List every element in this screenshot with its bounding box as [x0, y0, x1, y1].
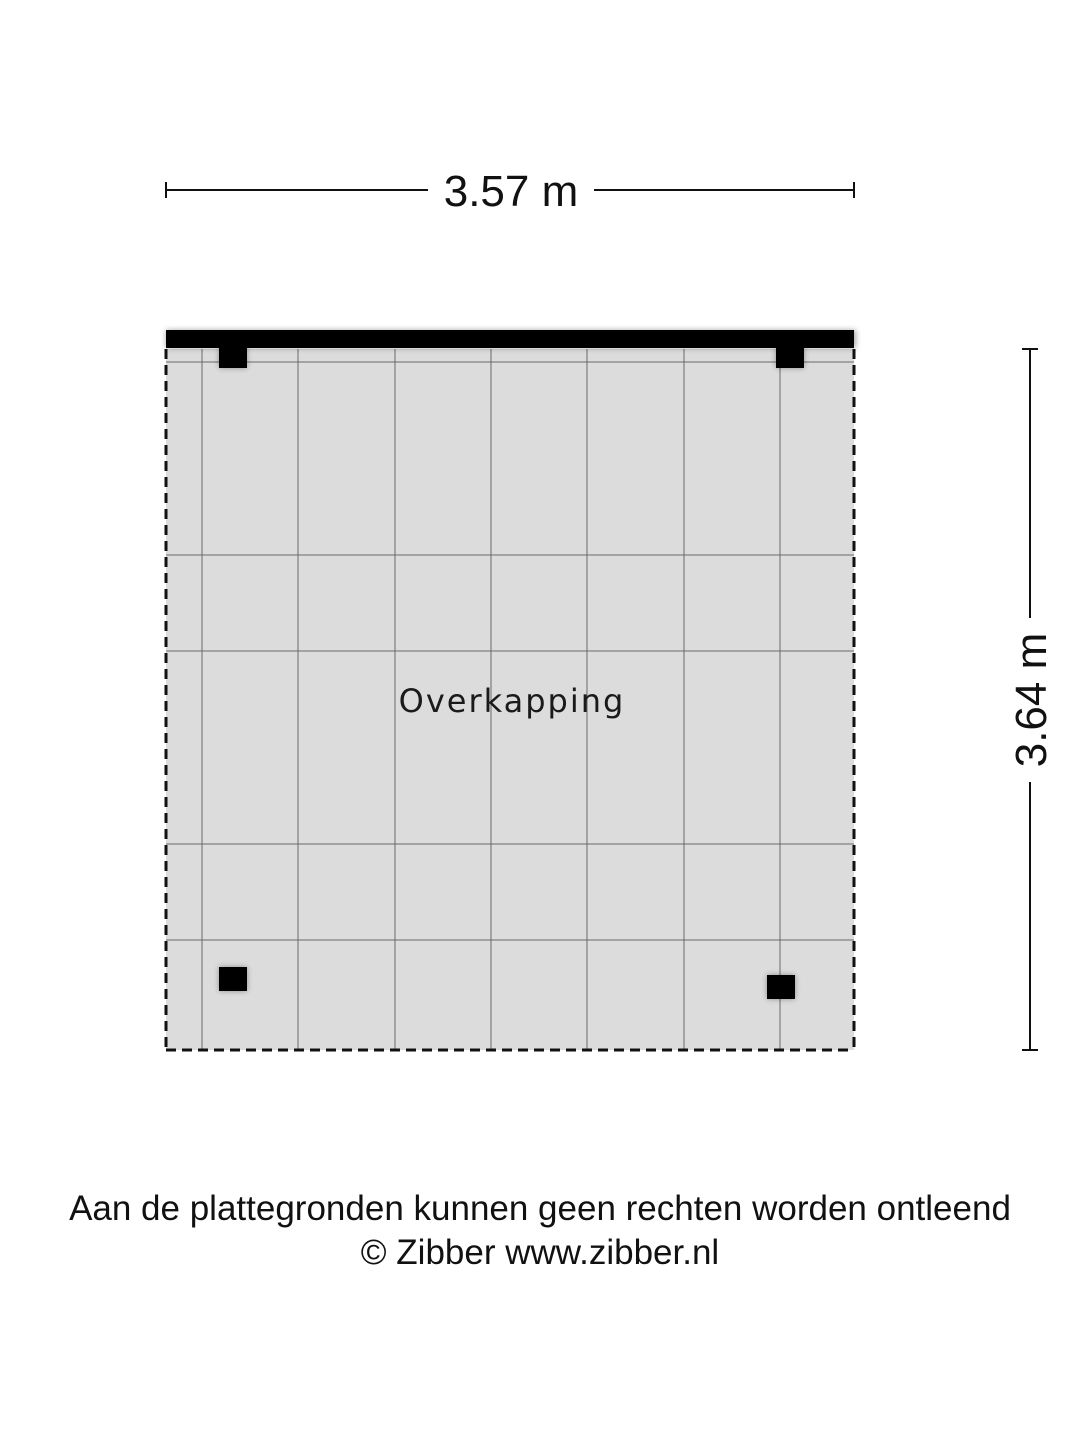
room-label: Overkapping — [398, 682, 626, 720]
height-label: 3.64 m — [1007, 632, 1056, 768]
post-top-right — [776, 346, 804, 368]
width-label: 3.57 m — [443, 167, 579, 216]
post-bottom-right — [767, 975, 795, 999]
height-dimension — [1007, 349, 1056, 1050]
post-top-left — [219, 346, 247, 368]
copyright-text: © Zibber www.zibber.nl — [360, 1233, 720, 1272]
post-bottom-left — [219, 967, 247, 991]
disclaimer-text: Aan de plattegronden kunnen geen rechten worden ontleend — [69, 1189, 1011, 1228]
width-dimension — [166, 167, 854, 216]
top-wall — [166, 330, 856, 348]
